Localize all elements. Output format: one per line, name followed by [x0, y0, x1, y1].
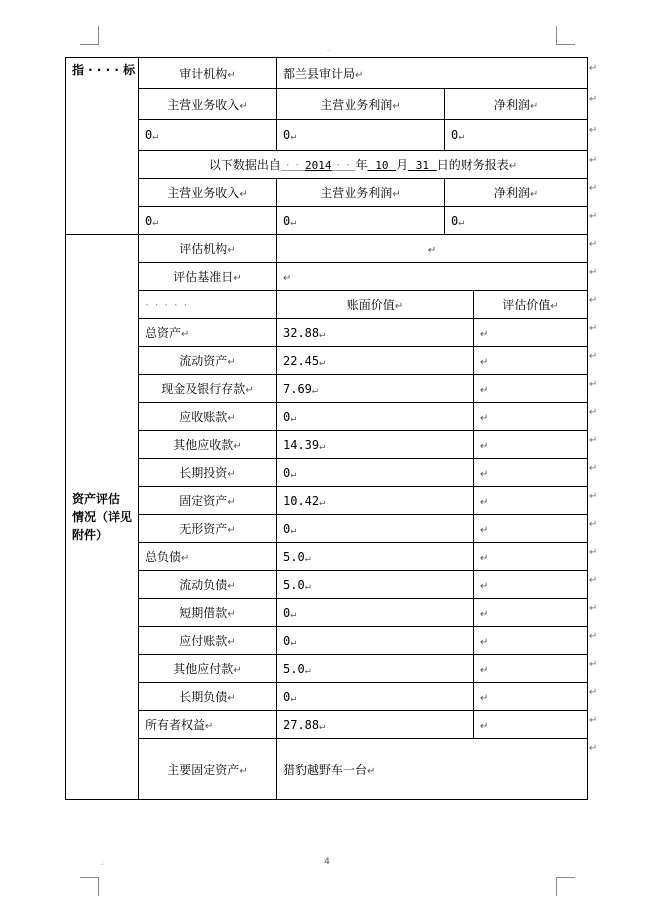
row-end-mark: ↵: [589, 575, 598, 586]
row-end-mark: ↵: [589, 435, 598, 446]
row-label: 其他应付款↵: [139, 655, 277, 683]
row-label: 流动负债↵: [139, 571, 277, 599]
row-eval-value: ↵: [474, 683, 588, 711]
row-book-value: 27.88↵: [277, 711, 474, 739]
row-eval-value: ↵: [474, 599, 588, 627]
col-header-revenue: 主营业务收入↵: [139, 89, 277, 120]
row-end-mark: ↵: [589, 323, 598, 334]
header-mark: .:: [327, 46, 331, 53]
assessment-date-label: 评估基准日↵: [139, 263, 277, 291]
value-profit-2: 0↵: [277, 207, 445, 235]
row-eval-value: ↵: [474, 403, 588, 431]
main-fixed-asset-label: 主要固定资产↵: [139, 739, 277, 800]
row-end-mark: ↵: [589, 631, 598, 642]
row-end-mark: ↵: [589, 687, 598, 698]
row-book-value: 10.42↵: [277, 487, 474, 515]
table-row: [66, 89, 588, 120]
row-end-mark: ↵: [589, 547, 598, 558]
row-book-value: 0↵: [277, 515, 474, 543]
table-row: [66, 571, 588, 599]
row-end-mark: ↵: [589, 659, 598, 670]
row-end-mark: ↵: [589, 183, 598, 194]
col-header-profit: 主营业务利润↵: [277, 89, 445, 120]
row-end-mark: ↵: [589, 519, 598, 530]
table-row: [66, 683, 588, 711]
row-eval-value: ↵: [474, 431, 588, 459]
table-row: [66, 459, 588, 487]
assessment-org-value: ↵: [277, 235, 588, 263]
row-book-value: 32.88↵: [277, 319, 474, 347]
row-book-value: 0↵: [277, 627, 474, 655]
table-row: [66, 739, 588, 800]
row-label: 所有者权益↵: [139, 711, 277, 739]
table-row: [66, 487, 588, 515]
row-label: 短期借款↵: [139, 599, 277, 627]
row-end-mark: ↵: [589, 125, 598, 136]
row-eval-value: ↵: [474, 487, 588, 515]
row-eval-value: ↵: [474, 571, 588, 599]
row-label: 长期投资↵: [139, 459, 277, 487]
table-row: [66, 120, 588, 151]
table-row: [66, 599, 588, 627]
table-row: [66, 235, 588, 263]
financial-report-note: 以下数据出自 · · 2014 · · 年 10 月 31 日的财务报表↵: [139, 151, 588, 179]
row-label: 长期负债↵: [139, 683, 277, 711]
table-row: [66, 347, 588, 375]
row-end-mark: ↵: [589, 155, 598, 166]
row-end-mark: ↵: [589, 715, 598, 726]
table-row: [66, 375, 588, 403]
row-end-mark: ↵: [589, 603, 598, 614]
table-row: [66, 711, 588, 739]
assessment-date-value: ↵: [277, 263, 588, 291]
table-row: [66, 263, 588, 291]
crop-mark-bottom-right: [556, 877, 575, 896]
value-net-profit-2: 0↵: [445, 207, 588, 235]
row-end-mark: ↵: [589, 94, 598, 105]
table-row: [66, 431, 588, 459]
crop-mark-top-right: [556, 26, 575, 45]
table-row: [66, 207, 588, 235]
row-label: 总资产↵: [139, 319, 277, 347]
col-header-net-profit-2: 净利润↵: [445, 179, 588, 207]
row-eval-value: ↵: [474, 711, 588, 739]
row-label: 流动资产↵: [139, 347, 277, 375]
book-value-header: 账面价值↵: [277, 291, 474, 319]
row-label: 无形资产↵: [139, 515, 277, 543]
row-end-mark: ↵: [589, 63, 598, 74]
row-book-value: 5.0↵: [277, 571, 474, 599]
row-book-value: 5.0↵: [277, 543, 474, 571]
row-book-value: 0↵: [277, 599, 474, 627]
col-header-net-profit: 净利润↵: [445, 89, 588, 120]
row-label: 总负债↵: [139, 543, 277, 571]
eval-value-header: 评估价值↵: [474, 291, 588, 319]
value-profit: 0↵: [277, 120, 445, 151]
audit-org-value: 都兰县审计局↵: [277, 58, 588, 89]
row-eval-value: ↵: [474, 543, 588, 571]
indicator-label: 指 · · · · 标: [66, 58, 139, 235]
col-header-profit-2: 主营业务利润↵: [277, 179, 445, 207]
crop-mark-top-left: [80, 26, 99, 45]
row-end-mark: ↵: [589, 491, 598, 502]
row-end-mark: ↵: [589, 267, 598, 278]
table-row: [66, 515, 588, 543]
page-number: 4: [324, 857, 330, 867]
main-fixed-asset-value: 猎豹越野车一台↵: [277, 739, 588, 800]
row-eval-value: ↵: [474, 319, 588, 347]
table-row: [66, 655, 588, 683]
row-eval-value: ↵: [474, 347, 588, 375]
table-row: [66, 58, 588, 89]
row-label: 现金及银行存款↵: [139, 375, 277, 403]
value-revenue-2: 0↵: [139, 207, 277, 235]
row-end-mark: ↵: [589, 211, 598, 222]
row-label: 应付账款↵: [139, 627, 277, 655]
table-row: [66, 319, 588, 347]
row-eval-value: ↵: [474, 375, 588, 403]
row-end-mark: ↵: [589, 351, 598, 362]
row-label: 固定资产↵: [139, 487, 277, 515]
table-row: [66, 179, 588, 207]
row-eval-value: ↵: [474, 515, 588, 543]
row-end-mark: ↵: [589, 379, 598, 390]
row-end-mark: ↵: [589, 743, 598, 754]
row-book-value: 7.69↵: [277, 375, 474, 403]
audit-org-label: 审计机构↵: [139, 58, 277, 89]
row-label: 应收账款↵: [139, 403, 277, 431]
row-eval-value: ↵: [474, 627, 588, 655]
row-eval-value: ↵: [474, 655, 588, 683]
row-label: 其他应收款↵: [139, 431, 277, 459]
row-book-value: 0↵: [277, 459, 474, 487]
value-net-profit: 0↵: [445, 120, 588, 151]
row-book-value: 5.0↵: [277, 655, 474, 683]
row-end-mark: ↵: [589, 463, 598, 474]
assessment-side-label: 资产评估 情况（详见 附件）: [66, 235, 139, 800]
placeholder-dots: · · · · ·: [139, 291, 277, 319]
assessment-org-label: 评估机构↵: [139, 235, 277, 263]
row-end-mark: ↵: [589, 239, 598, 250]
table-row: [66, 543, 588, 571]
footer-mark: .:: [100, 860, 104, 867]
table-row: [66, 627, 588, 655]
crop-mark-bottom-left: [80, 877, 99, 896]
col-header-revenue-2: 主营业务收入↵: [139, 179, 277, 207]
table-row: [66, 291, 588, 319]
report-table: [65, 57, 588, 800]
row-book-value: 22.45↵: [277, 347, 474, 375]
table-row: [66, 151, 588, 179]
row-book-value: 14.39↵: [277, 431, 474, 459]
row-book-value: 0↵: [277, 403, 474, 431]
row-end-mark: ↵: [589, 295, 598, 306]
row-eval-value: ↵: [474, 459, 588, 487]
row-book-value: 0↵: [277, 683, 474, 711]
value-revenue: 0↵: [139, 120, 277, 151]
row-end-mark: ↵: [589, 407, 598, 418]
table-row: [66, 403, 588, 431]
